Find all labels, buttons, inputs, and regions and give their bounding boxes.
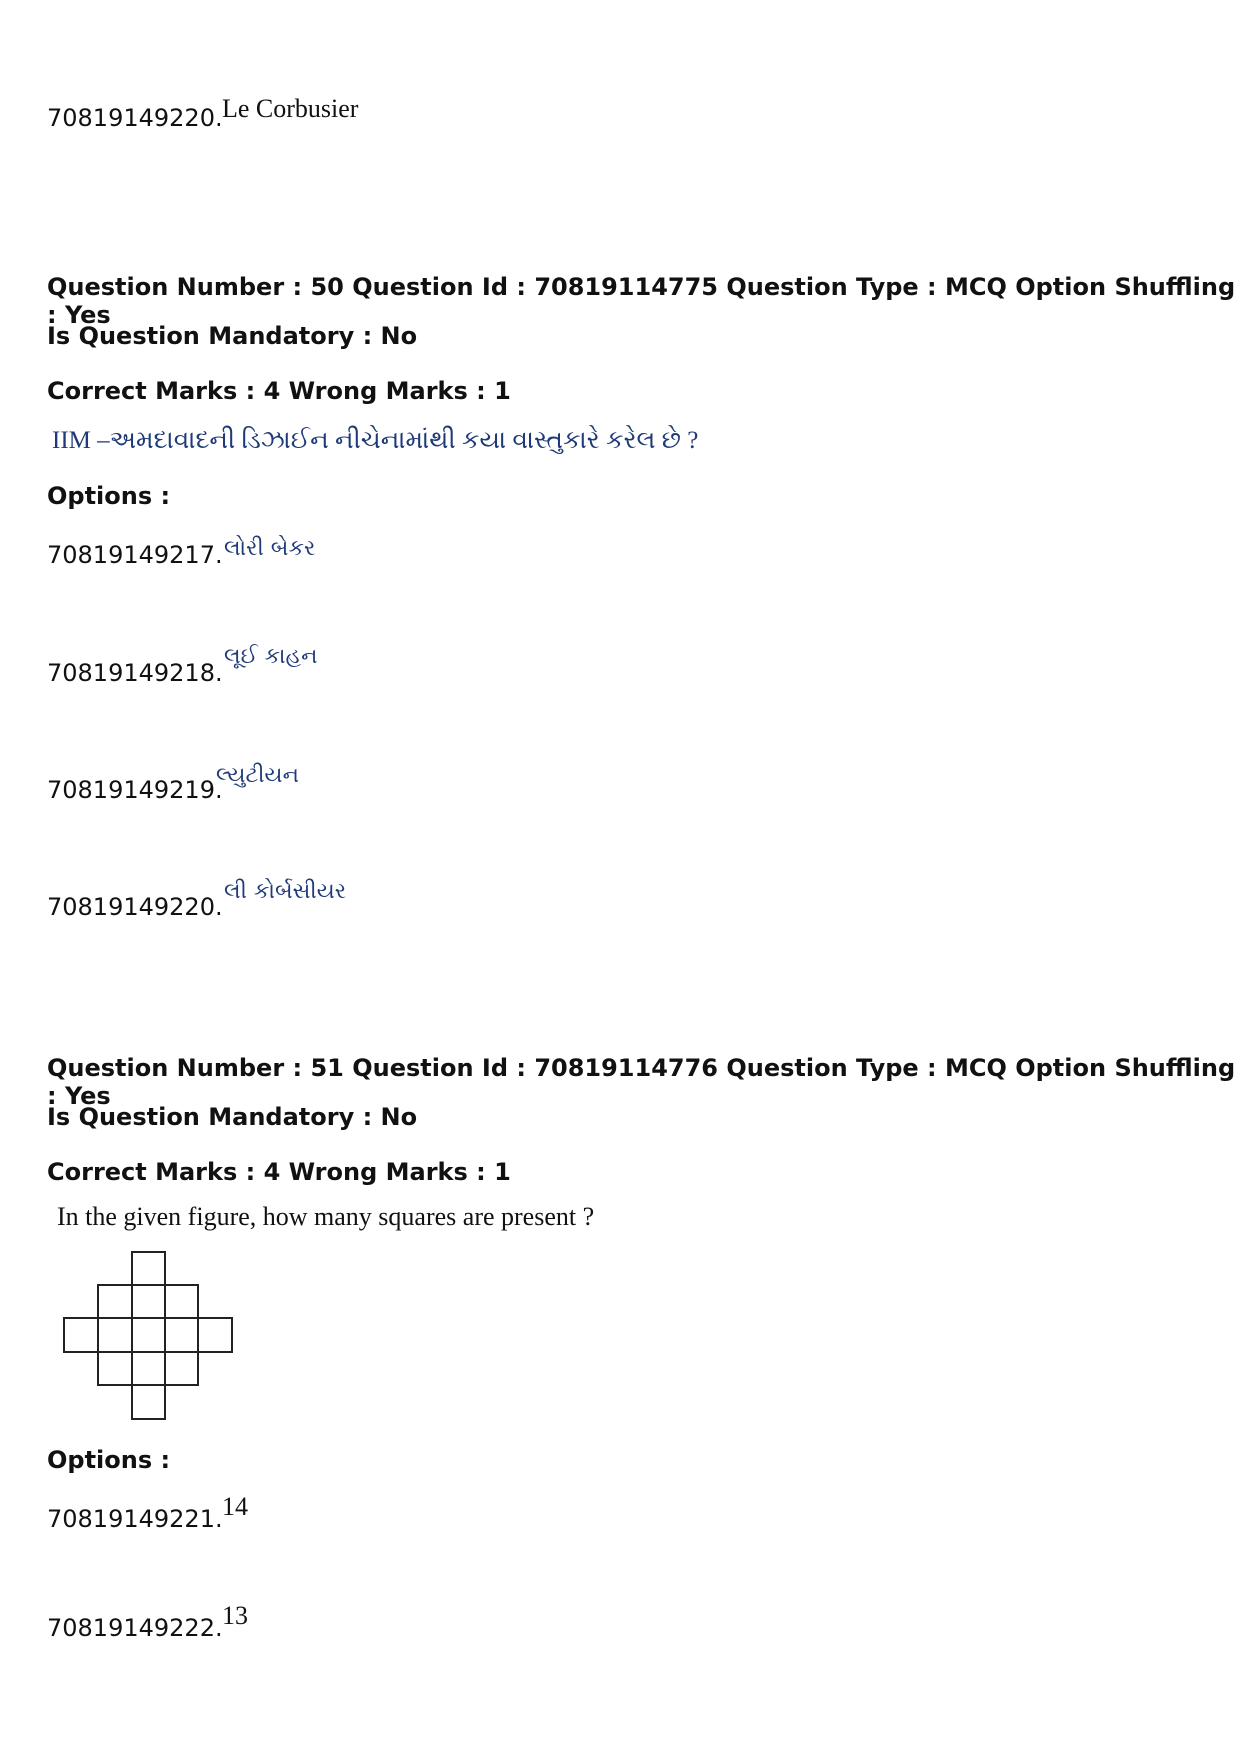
option-text: લી કોર્બસીયર: [224, 879, 347, 904]
grid-cell: [132, 1318, 165, 1352]
question-marks: Correct Marks : 4 Wrong Marks : 1: [47, 377, 511, 405]
option-text: 13: [222, 1601, 248, 1630]
option-id: 70819149221.: [47, 1505, 223, 1533]
question-text: In the given figure, how many squares are present ?: [57, 1202, 595, 1231]
grid-cell: [98, 1352, 132, 1385]
grid-cell: [132, 1352, 165, 1385]
grid-cell: [132, 1285, 165, 1318]
option-text: 14: [222, 1492, 248, 1521]
question-text: IIM –અમદાવાદની ડિઝાઈન નીચેનામાંથી કયા વાસ્તુકારે કરેલ છે ?: [52, 427, 699, 454]
option-id: 70819149219.: [47, 776, 223, 804]
grid-cell: [165, 1285, 198, 1318]
option-id: 70819149218.: [47, 659, 223, 687]
question-marks: Correct Marks : 4 Wrong Marks : 1: [47, 1158, 511, 1186]
question-header: Question Number : 51 Question Id : 70819114776 Question Type : MCQ Option Shuffling : Yes: [47, 1054, 1236, 1110]
grid-cell: [132, 1252, 165, 1285]
grid-cell: [98, 1285, 132, 1318]
grid-cell: [165, 1352, 198, 1385]
option-text: લૂઈ કાહન: [224, 644, 318, 669]
grid-cell: [132, 1385, 165, 1419]
question-mandatory: Is Question Mandatory : No: [47, 1103, 418, 1131]
question-header: Question Number : 50 Question Id : 70819114775 Question Type : MCQ Option Shuffling : Yes: [47, 273, 1236, 329]
option-id: 70819149217.: [47, 541, 223, 569]
option-id: 70819149222.: [47, 1614, 223, 1642]
options-label: Options :: [47, 482, 171, 510]
option-text: લોરી બેકર: [224, 536, 316, 561]
option-text: લ્યુટીયન: [216, 763, 299, 788]
squares-figure: [60, 1250, 240, 1430]
question-mandatory: Is Question Mandatory : No: [47, 322, 418, 350]
option-id: 70819149220.: [47, 104, 223, 132]
option-id: 70819149220.: [47, 893, 223, 921]
options-label: Options :: [47, 1446, 171, 1474]
grid-cell: [198, 1318, 232, 1352]
option-text: Le Corbusier: [222, 94, 359, 123]
grid-cell: [165, 1318, 198, 1352]
grid-cell: [98, 1318, 132, 1352]
grid-cell: [64, 1318, 98, 1352]
